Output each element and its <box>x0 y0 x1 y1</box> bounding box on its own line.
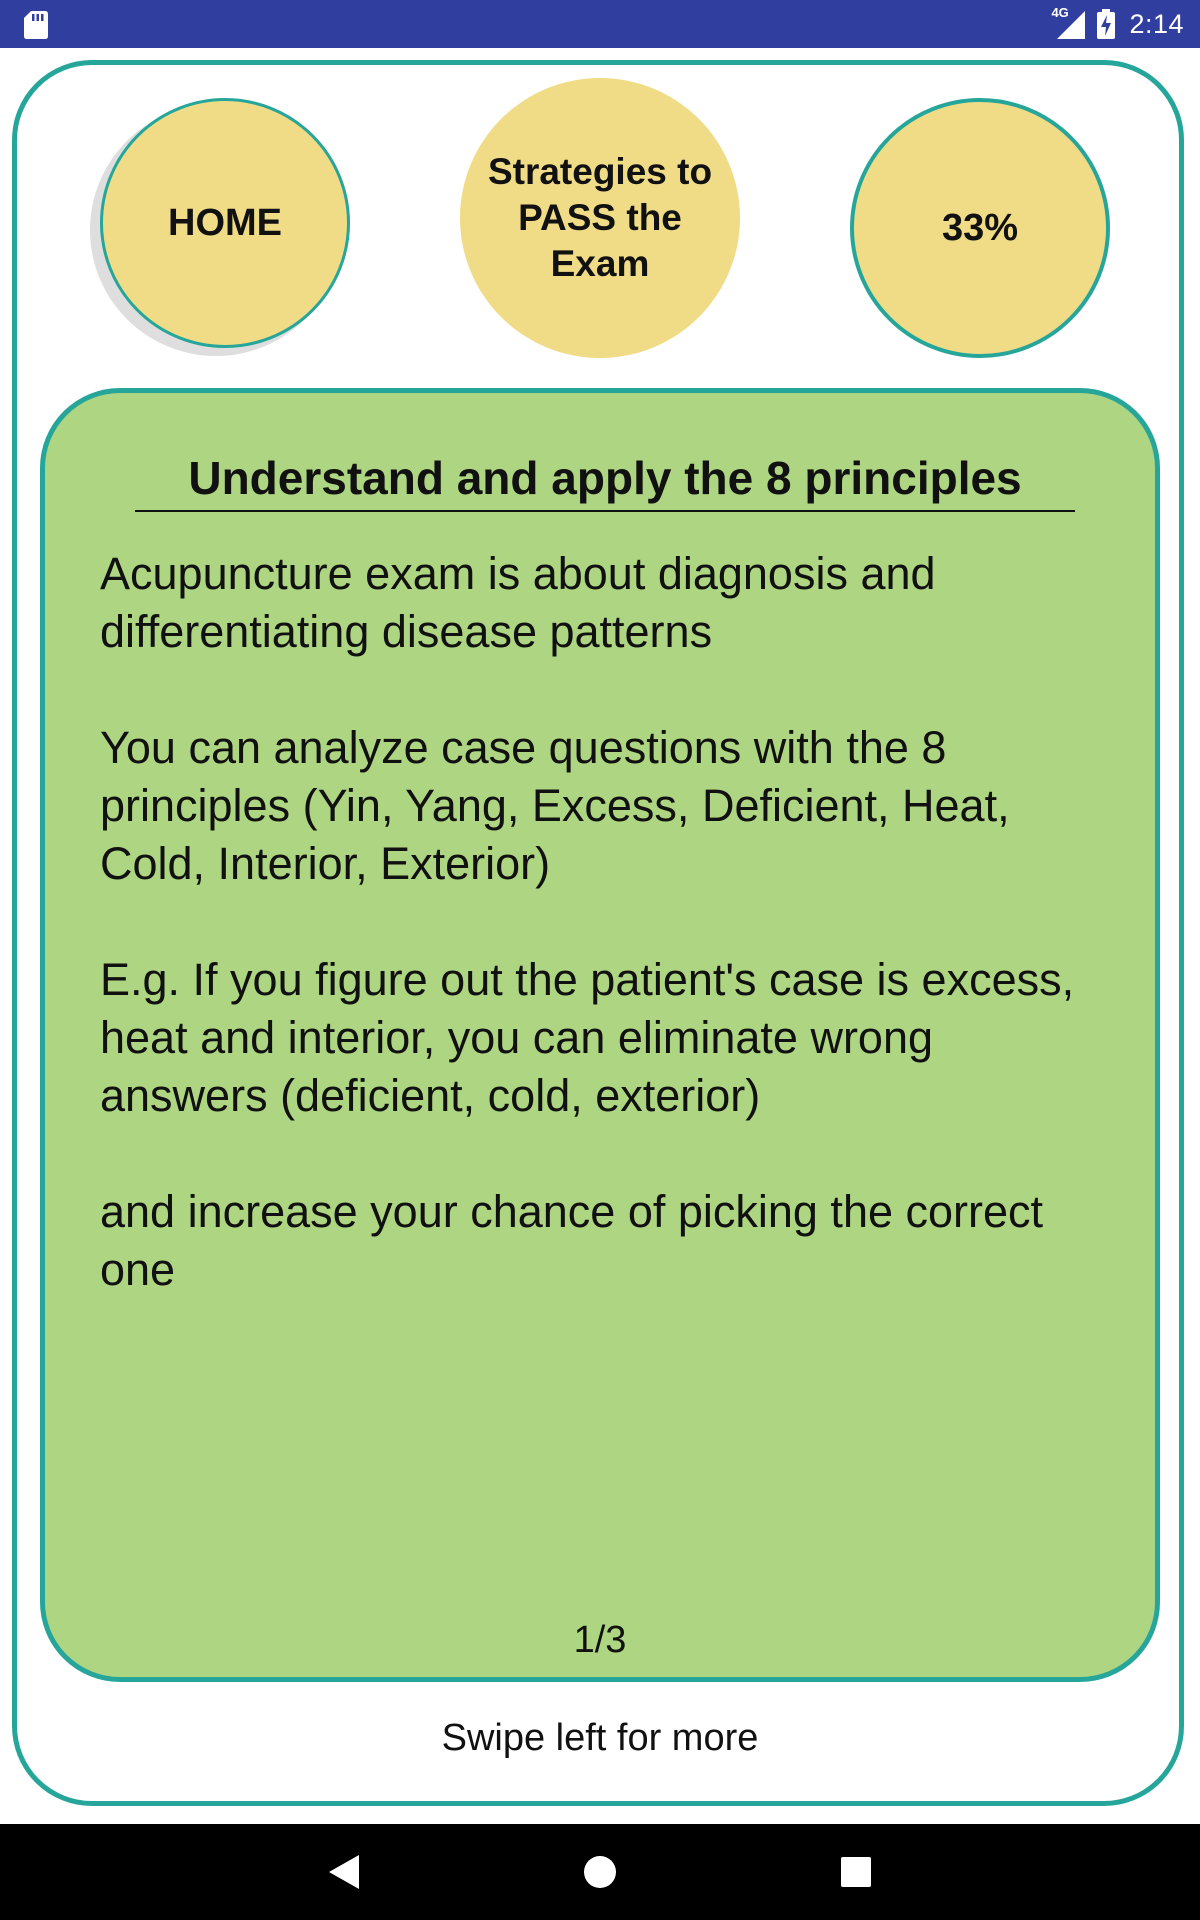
swipe-hint: Swipe left for more <box>441 1717 759 1759</box>
card-body <box>100 545 1110 1357</box>
clock: 2:14 <box>1129 8 1184 39</box>
home-nav-button[interactable] <box>576 1848 624 1896</box>
card-paragraph: E.g. If you figure out the patient's case is excess, heat and interior, you can eliminate wrong answers (deficient, cold, exterior) <box>100 954 1075 1121</box>
recents-button[interactable] <box>832 1848 880 1896</box>
back-icon <box>329 1855 359 1889</box>
recents-icon <box>841 1857 871 1887</box>
content-card[interactable] <box>40 388 1160 1682</box>
battery-charging-icon <box>1097 9 1115 39</box>
card-paragraph: Acupuncture exam is about diagnosis and differentiating disease patterns <box>100 548 936 657</box>
sd-card-icon <box>24 11 48 39</box>
back-button[interactable] <box>320 1848 368 1896</box>
network-type: 4G <box>1051 5 1069 20</box>
network-indicator <box>1051 5 1085 39</box>
status-bar <box>0 0 1200 48</box>
card-paragraph: You can analyze case questions with the 8 principles (Yin, Yang, Excess, Deficient, Heat, Cold, Interior, Exterior) <box>100 722 1010 889</box>
home-icon <box>584 1856 616 1888</box>
page-indicator: 1/3 <box>573 1619 627 1661</box>
card-heading: Understand and apply the 8 principles <box>135 450 1075 512</box>
signal-icon <box>1057 11 1085 39</box>
progress-indicator: 33% <box>850 98 1110 358</box>
status-icons <box>1051 0 1184 48</box>
home-button[interactable]: HOME <box>100 98 350 348</box>
navigation-bar <box>0 1824 1200 1920</box>
page-title: Strategies to PASS the Exam <box>460 78 740 358</box>
card-paragraph: and increase your chance of picking the correct one <box>100 1186 1044 1295</box>
